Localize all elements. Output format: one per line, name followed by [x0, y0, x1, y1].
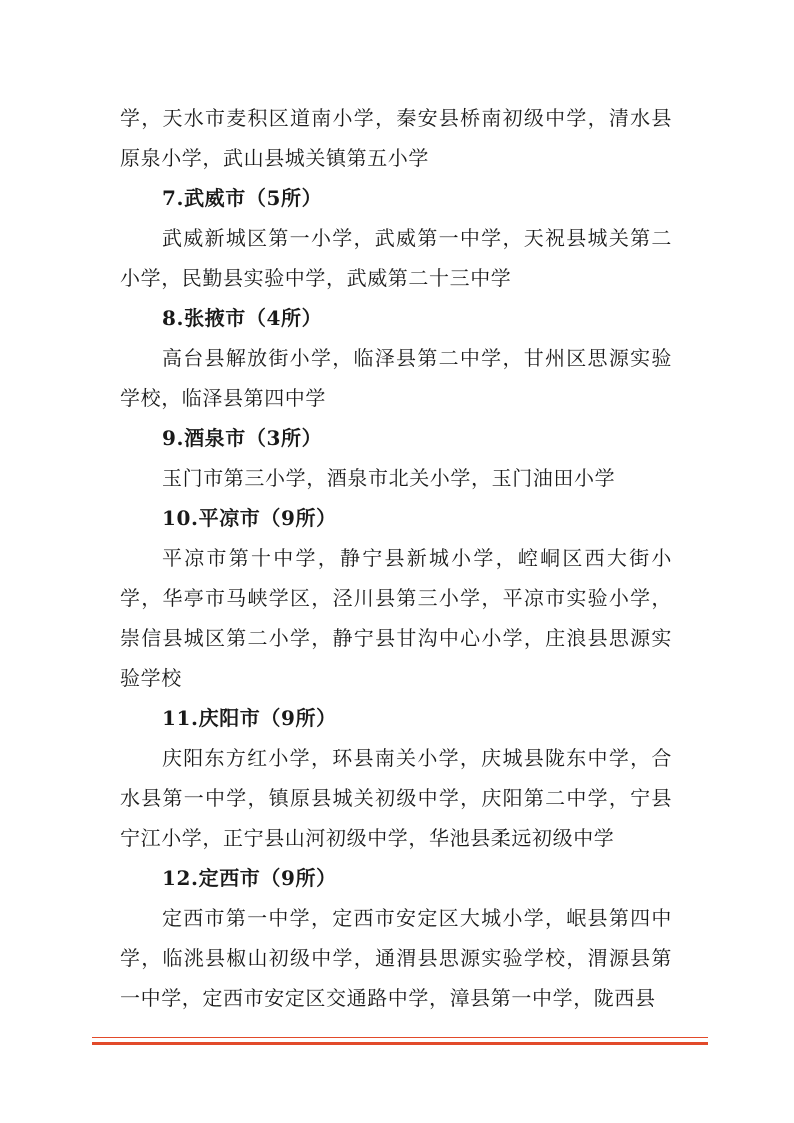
intro-paragraph: 学，天水市麦积区道南小学，秦安县桥南初级中学，清水县原泉小学，武山县城关镇第五小学	[120, 106, 672, 170]
section-text-wuwei: 武威新城区第一小学，武威第一中学，天祝县城关第二小学，民勤县实验中学，武威第二十三中学	[120, 226, 672, 290]
footer-rule-thick	[92, 1042, 708, 1045]
section-heading-wuwei: 7.武威市（5所）	[162, 186, 323, 210]
section-heading-zhangye: 8.张掖市（4所）	[162, 306, 323, 330]
section-text-zhangye: 高台县解放街小学，临泽县第二中学，甘州区思源实验学校，临泽县第四中学	[120, 346, 672, 410]
section-heading-dingxi: 12.定西市（9所）	[162, 866, 337, 890]
section-text-pingliang: 平凉市第十中学，静宁县新城小学，崆峒区西大街小学，华亭市马峡学区，泾川县第三小学，平凉市实验小学，崇信县城区第二小学，静宁县甘沟中心小学，庄浪县思源实验学校	[120, 546, 672, 690]
section-heading-qingyang: 11.庆阳市（9所）	[162, 706, 337, 730]
footer-rule-thin	[92, 1037, 708, 1038]
section-text-jiuquan: 玉门市第三小学，酒泉市北关小学，玉门油田小学	[162, 466, 616, 490]
section-text-dingxi: 定西市第一中学，定西市安定区大城小学，岷县第四中学，临洮县椒山初级中学，通渭县思源实验学校，渭源县第一中学，定西市安定区交通路中学，漳县第一中学，陇西县	[120, 906, 672, 1010]
section-text-qingyang: 庆阳东方红小学，环县南关小学，庆城县陇东中学，合水县第一中学，镇原县城关初级中学，庆阳第二中学，宁县宁江小学，正宁县山河初级中学，华池县柔远初级中学	[120, 746, 672, 850]
section-heading-jiuquan: 9.酒泉市（3所）	[162, 426, 323, 450]
document-body	[120, 98, 672, 1018]
section-heading-pingliang: 10.平凉市（9所）	[162, 506, 337, 530]
